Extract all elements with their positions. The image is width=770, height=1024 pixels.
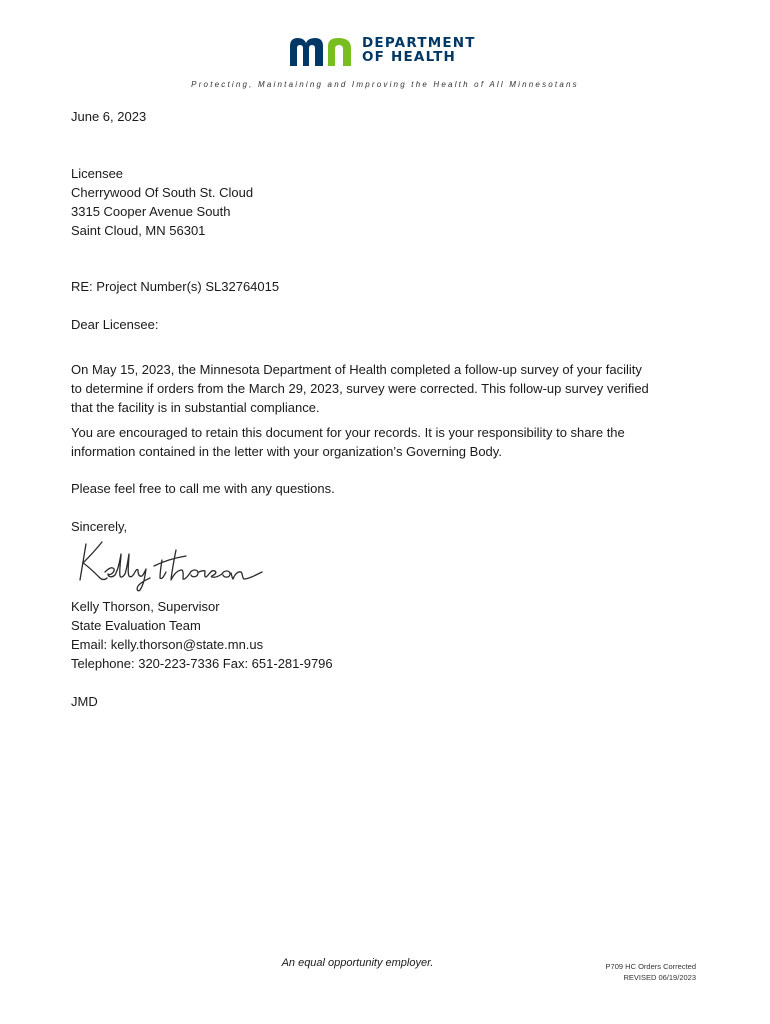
signer-phone: Telephone: 320-223-7336 Fax: 651-281-9796 — [71, 656, 333, 671]
letterhead — [0, 30, 770, 70]
tagline: Protecting, Maintaining and Improving the Health of All Minnesotans — [191, 80, 579, 89]
signer-name: Kelly Thorson, Supervisor — [71, 599, 220, 614]
paragraph-retain-document — [71, 423, 711, 461]
paragraph-line: You are encouraged to retain this document for your records. It is your responsibility to share the — [71, 425, 625, 440]
signer-block — [71, 597, 711, 673]
handwritten-signature — [72, 536, 278, 592]
paragraph-survey-result — [71, 360, 711, 417]
paragraph-line: that the facility is in substantial compliance. — [71, 400, 320, 415]
typist-initials: JMD — [71, 694, 98, 709]
address-line: Cherrywood Of South St. Cloud — [71, 185, 254, 200]
signer-email: Email: kelly.thorson@state.mn.us — [71, 637, 264, 652]
logo-line-of-health: OF HEALTH — [362, 49, 457, 65]
logo-line-department: DEPARTMENT — [362, 35, 476, 51]
form-id: P709 HC Orders Corrected — [605, 962, 696, 971]
signer-team: State Evaluation Team — [71, 618, 201, 633]
re-line: RE: Project Number(s) SL32764015 — [71, 279, 280, 294]
closing: Sincerely, — [71, 519, 128, 534]
salutation: Dear Licensee: — [71, 317, 159, 332]
letter-date: June 6, 2023 — [71, 109, 147, 124]
paragraph-questions: Please feel free to call me with any questions. — [71, 481, 335, 496]
equal-opportunity-statement: An equal opportunity employer. — [281, 957, 434, 969]
form-identifier — [606, 961, 696, 983]
paragraph-line: On May 15, 2023, the Minnesota Department of Health completed a follow-up survey of your facility — [71, 362, 642, 377]
paragraph-line: to determine if orders from the March 29, 2023, survey were corrected. This follow-up survey verified — [71, 381, 649, 396]
form-revised-date: REVISED 06/19/2023 — [623, 973, 696, 982]
paragraph-line: information contained in the letter with your organization’s Governing Body. — [71, 444, 502, 459]
recipient-address — [71, 164, 711, 240]
address-line: 3315 Cooper Avenue South — [71, 204, 231, 219]
logo-wordmark — [362, 36, 476, 64]
address-line: Saint Cloud, MN 56301 — [71, 223, 206, 238]
address-line: Licensee — [71, 166, 124, 181]
